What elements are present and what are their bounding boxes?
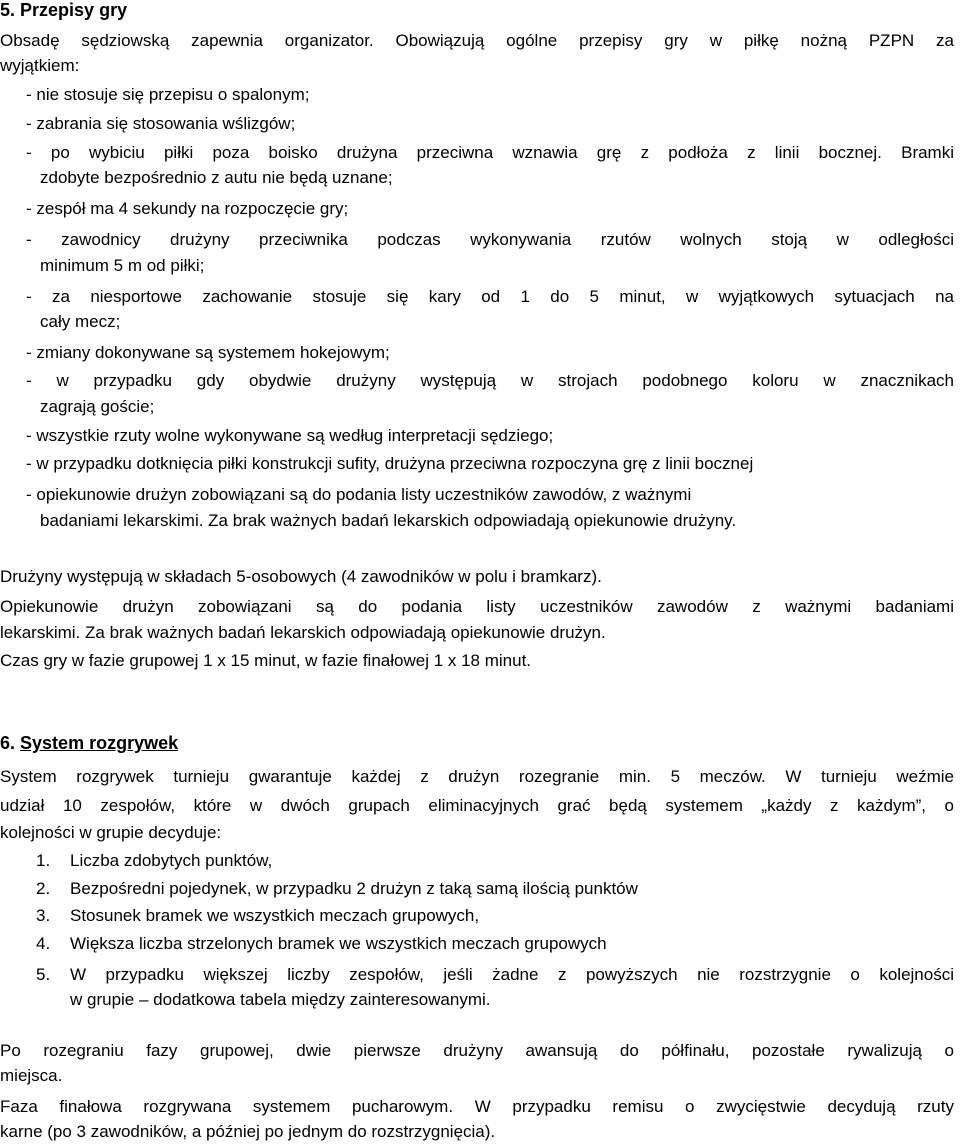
rule-item-3-line-2: zdobyte bezpośrednio z autu nie będą uznane; xyxy=(40,168,393,187)
criteria-number-2: 2. xyxy=(36,879,51,898)
rule-item-8-line-2: zagrają goście; xyxy=(40,397,155,416)
final-phase-paragraph-line-2: karne (po 3 zawodników, a później po jednym do rozstrzygnięcia). xyxy=(0,1122,496,1141)
system-intro-line-3: kolejności w grupie decyduje: xyxy=(0,823,222,842)
rule-item-6-line-1: - za niesportowe zachowanie stosuje się kary od 1 do 5 minut, w wyjątkowych sytuacjach na xyxy=(26,287,954,306)
system-intro-line-1: System rozgrywek turnieju gwarantuje każdej z drużyn rozegranie min. 5 meczów. W turnieju weźmie xyxy=(0,767,954,786)
criteria-item-5-line-1: W przypadku większej liczby zespołów, jeśli żadne z powyższych nie rozstrzygnie o kolejności xyxy=(70,965,954,984)
section-5-number: 5. xyxy=(0,0,16,20)
coaches-paragraph-line-2: lekarskimi. Za brak ważnych badań lekarskich odpowiadają opiekunowie drużyn. xyxy=(0,623,606,642)
criteria-number-3: 3. xyxy=(36,906,51,925)
section-6-number: 6. xyxy=(0,733,16,753)
criteria-number-1: 1. xyxy=(36,851,51,870)
rule-item-2: - zabrania się stosowania wślizgów; xyxy=(26,114,296,133)
section-6-heading xyxy=(0,733,178,754)
rule-item-4: - zespół ma 4 sekundy na rozpoczęcie gry; xyxy=(26,199,349,218)
criteria-item-2: Bezpośredni pojedynek, w przypadku 2 drużyn z taką samą ilością punktów xyxy=(70,879,638,898)
team-composition-paragraph: Drużyny występują w składach 5-osobowych (4 zawodników w polu i bramkarz). xyxy=(0,567,602,586)
group-phase-paragraph-line-2: miejsca. xyxy=(0,1066,63,1085)
rule-item-5-line-1: - zawodnicy drużyny przeciwnika podczas wykonywania rzutów wolnych stoją w odległości xyxy=(26,230,954,249)
criteria-item-5-line-2: w grupie – dodatkowa tabela między zainteresowanymi. xyxy=(70,990,491,1009)
rule-item-11-line-2: badaniami lekarskimi. Za brak ważnych badań lekarskich odpowiadają opiekunowie drużyny. xyxy=(40,511,737,530)
system-intro-line-2: udział 10 zespołów, które w dwóch grupach eliminacyjnych grać będą systemem „każdy z każdym”, o xyxy=(0,796,954,815)
rule-item-8-line-1: - w przypadku gdy obydwie drużyny występują w strojach podobnego koloru w znacznikach xyxy=(26,371,954,390)
rule-item-9: - wszystkie rzuty wolne wykonywane są według interpretacji sędziego; xyxy=(26,426,554,445)
criteria-number-4: 4. xyxy=(36,934,51,953)
section-5-heading xyxy=(0,0,127,21)
rule-item-10: - w przypadku dotknięcia piłki konstrukcji sufity, drużyna przeciwna rozpoczyna grę z linii bocznej xyxy=(26,454,754,473)
section-5-intro-line-1: Obsadę sędziowską zapewnia organizator. Obowiązują ogólne przepisy gry w piłkę nożną PZPN za xyxy=(0,31,954,50)
rule-item-6-line-2: cały mecz; xyxy=(40,312,121,331)
group-phase-paragraph-line-1: Po rozegraniu fazy grupowej, dwie pierwsze drużyny awansują do półfinału, pozostałe rywalizują o xyxy=(0,1041,954,1060)
game-time-paragraph: Czas gry w fazie grupowej 1 x 15 minut, w fazie finałowej 1 x 18 minut. xyxy=(0,651,532,670)
rule-item-1: - nie stosuje się przepisu o spalonym; xyxy=(26,85,310,104)
rule-item-7: - zmiany dokonywane są systemem hokejowym; xyxy=(26,343,390,362)
rule-item-5-line-2: minimum 5 m od piłki; xyxy=(40,256,205,275)
criteria-item-1: Liczba zdobytych punktów, xyxy=(70,851,273,870)
criteria-item-4: Większa liczba strzelonych bramek we wszystkich meczach grupowych xyxy=(70,934,607,953)
section-5-title: Przepisy gry xyxy=(20,0,128,20)
criteria-item-3: Stosunek bramek we wszystkich meczach grupowych, xyxy=(70,906,480,925)
criteria-number-5: 5. xyxy=(36,965,51,984)
rule-item-11-line-1: - opiekunowie drużyn zobowiązani są do podania listy uczestników zawodów, z ważnymi xyxy=(26,485,692,504)
section-5-intro-line-2: wyjątkiem: xyxy=(0,56,80,75)
final-phase-paragraph-line-1: Faza finałowa rozgrywana systemem pucharowym. W przypadku remisu o zwycięstwie decydują rzuty xyxy=(0,1097,954,1116)
section-6-title: System rozgrywek xyxy=(20,733,179,753)
coaches-paragraph-line-1: Opiekunowie drużyn zobowiązani są do podania listy uczestników zawodów z ważnymi badaniami xyxy=(0,597,954,616)
rule-item-3-line-1: - po wybiciu piłki poza boisko drużyna przeciwna wznawia grę z podłoża z linii bocznej. Bramki xyxy=(26,143,954,162)
